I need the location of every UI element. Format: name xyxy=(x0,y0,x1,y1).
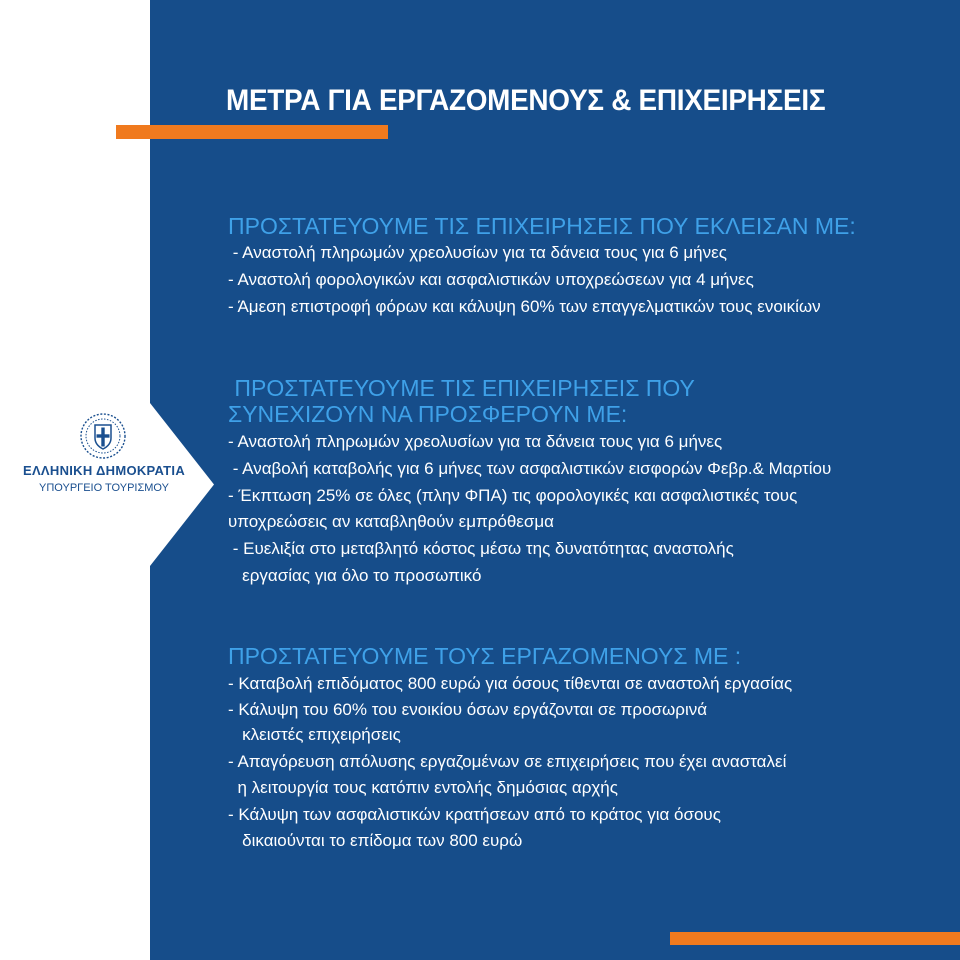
list-item: κλειστές επιχειρήσεις xyxy=(228,725,401,744)
list-item: - Ευελιξία στο μεταβλητό κόστος μέσω της δυνατότητας αναστολής xyxy=(228,539,734,558)
list-item: υποχρεώσεις αν καταβληθούν εμπρόθεσμα xyxy=(228,512,555,531)
orange-accent-bar-bottom xyxy=(670,932,960,945)
ministry-logo xyxy=(0,405,210,515)
list-item: - Έκπτωση 25% σε όλες (πλην ΦΠΑ) τις φορολογικές και ασφαλιστικές τους xyxy=(228,486,798,505)
list-item: - Αναστολή πληρωμών χρεολυσίων για τα δάνεια τους για 6 μήνες xyxy=(228,432,723,451)
list-item: - Απαγόρευση απόλυσης εργαζομένων σε επιχειρήσεις που έχει ανασταλεί xyxy=(228,752,787,771)
section-heading: ΣΥΝΕΧΙΖΟΥΝ ΝΑ ΠΡΟΣΦΕΡΟΥΝ ΜΕ: xyxy=(228,401,628,427)
list-item: - Κάλυψη του 60% του ενοικίου όσων εργάζονται σε προσωρινά xyxy=(228,700,708,719)
list-item: δικαιούνται το επίδομα των 800 ευρώ xyxy=(228,831,523,850)
section-heading: ΠΡΟΣΤΑΤΕΥΟΥΜΕ ΤΙΣ ΕΠΙΧΕΙΡΗΣΕΙΣ ΠΟΥ xyxy=(228,375,695,401)
list-item: - Αναβολή καταβολής για 6 μήνες των ασφαλιστικών εισφορών Φεβρ.& Μαρτίου xyxy=(228,459,832,478)
orange-accent-bar-top xyxy=(116,125,388,139)
list-item: - Άμεση επιστροφή φόρων και κάλυψη 60% των επαγγελματικών τους ενοικίων xyxy=(228,297,821,316)
logo-ministry-name: ΥΠΟΥΡΓΕΙΟ ΤΟΥΡΙΣΜΟΥ xyxy=(39,482,169,494)
section-heading: ΠΡΟΣΤΑΤΕΥΟΥΜΕ ΤΟΥΣ ΕΡΓΑΖΟΜΕΝΟΥΣ ΜΕ : xyxy=(228,643,742,669)
list-item: - Αναστολή πληρωμών χρεολυσίων για τα δάνεια τους για 6 μήνες xyxy=(228,243,727,262)
list-item: η λειτουργία τους κατόπιν εντολής δημόσιας αρχής xyxy=(228,778,618,797)
greek-coat-of-arms-icon xyxy=(78,411,128,461)
list-item: - Καταβολή επιδόματος 800 ευρώ για όσους τίθενται σε αναστολή εργασίας xyxy=(228,674,793,693)
logo-country-name: ΕΛΛΗΝΙΚΗ ΔΗΜΟΚΡΑΤΙΑ xyxy=(22,463,186,478)
list-item: - Αναστολή φορολογικών και ασφαλιστικών υποχρεώσεων για 4 μήνες xyxy=(228,270,754,289)
page-title: ΜΕΤΡΑ ΓΙΑ ΕΡΓΑΖΟΜΕΝΟΥΣ & ΕΠΙΧΕΙΡΗΣΕΙΣ xyxy=(226,84,826,117)
list-item: - Κάλυψη των ασφαλιστικών κρατήσεων από το κράτος για όσους xyxy=(228,805,721,824)
list-item: εργασίας για όλο το προσωπικό xyxy=(228,566,482,585)
section-heading: ΠΡΟΣΤΑΤΕΥΟΥΜΕ ΤΙΣ ΕΠΙΧΕΙΡΗΣΕΙΣ ΠΟΥ ΕΚΛΕΙΣΑΝ ΜΕ: xyxy=(228,213,856,239)
